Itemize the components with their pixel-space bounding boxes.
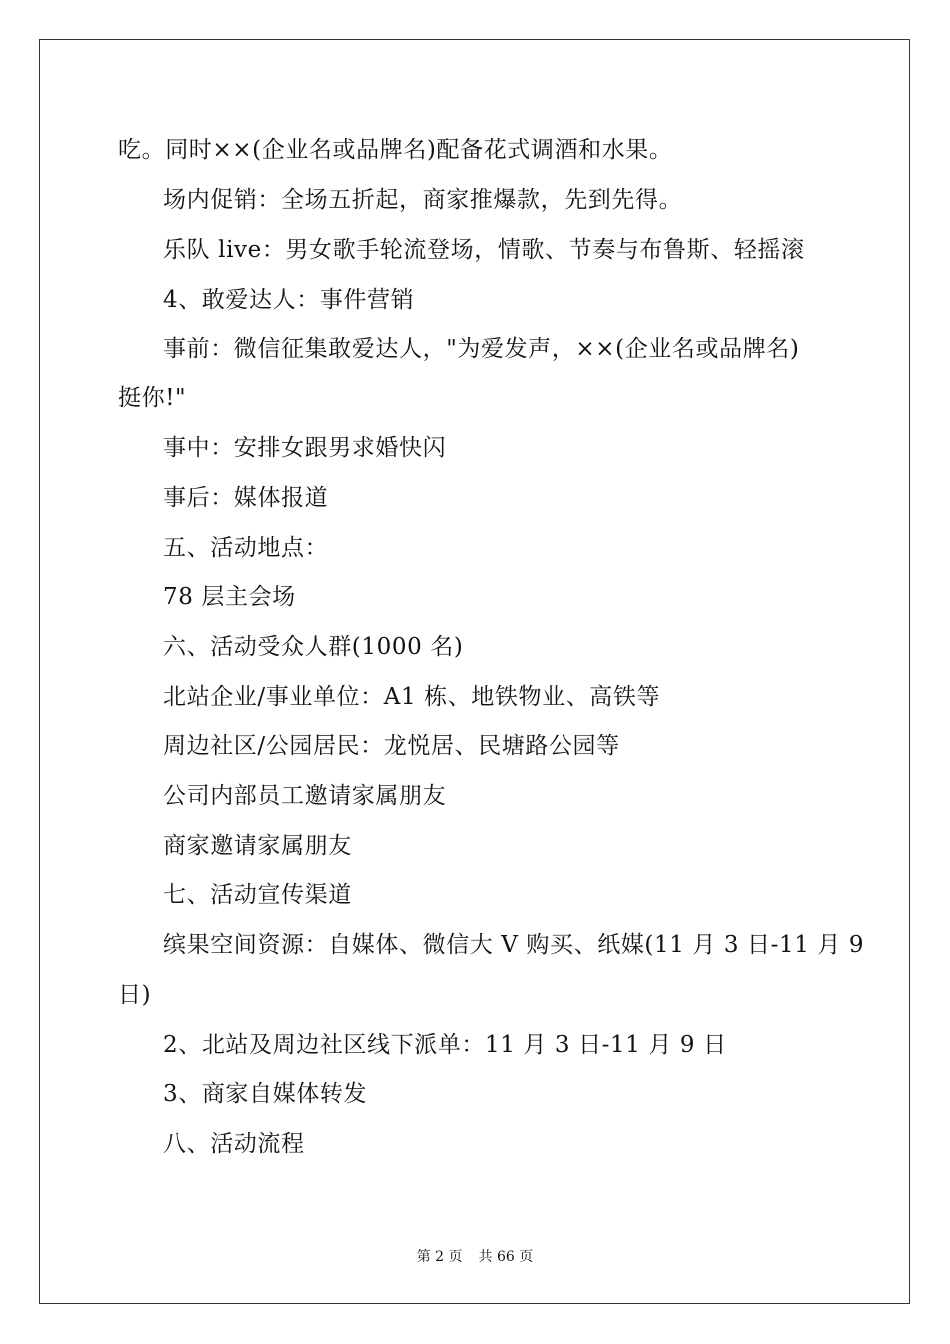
text-line: 乐队 live：男女歌手轮流登场，情歌、节奏与布鲁斯、轻摇滚 <box>163 237 805 263</box>
text-line: 日) <box>118 982 152 1008</box>
text-line: 事中：安排女跟男求婚快闪 <box>163 435 447 461</box>
text-line: 3、商家自媒体转发 <box>163 1081 368 1107</box>
page-frame <box>39 39 910 1304</box>
text-line: 4、敢爱达人：事件营销 <box>163 287 415 313</box>
text-line: 六、活动受众人群(1000 名) <box>163 634 464 660</box>
text-line: 商家邀请家属朋友 <box>163 833 352 859</box>
page-number: 第 2 页 <box>416 1249 463 1265</box>
text-line: 场内促销：全场五折起，商家推爆款，先到先得。 <box>163 187 683 213</box>
text-line: 八、活动流程 <box>163 1131 305 1157</box>
text-line: 挺你!" <box>118 385 187 411</box>
page-footer <box>0 1247 950 1267</box>
text-line: 78 层主会场 <box>163 584 296 610</box>
text-line: 周边社区/公园居民：龙悦居、民塘路公园等 <box>163 733 620 759</box>
text-line: 事前：微信征集敢爱达人，"为爱发声，××(企业名或品牌名) <box>163 336 800 362</box>
text-line: 七、活动宣传渠道 <box>163 882 352 908</box>
text-line: 北站企业/事业单位：A1 栋、地铁物业、高铁等 <box>163 684 661 710</box>
text-line: 公司内部员工邀请家属朋友 <box>163 783 447 809</box>
text-line: 缤果空间资源：自媒体、微信大 V 购买、纸媒(11 月 3 日-11 月 9 <box>163 932 865 958</box>
text-line: 2、北站及周边社区线下派单：11 月 3 日-11 月 9 日 <box>163 1032 727 1058</box>
text-line: 事后：媒体报道 <box>163 485 329 511</box>
page-total: 共 66 页 <box>478 1249 534 1265</box>
text-line: 吃。同时××(企业名或品牌名)配备花式调酒和水果。 <box>118 137 673 163</box>
text-line: 五、活动地点： <box>163 535 329 561</box>
